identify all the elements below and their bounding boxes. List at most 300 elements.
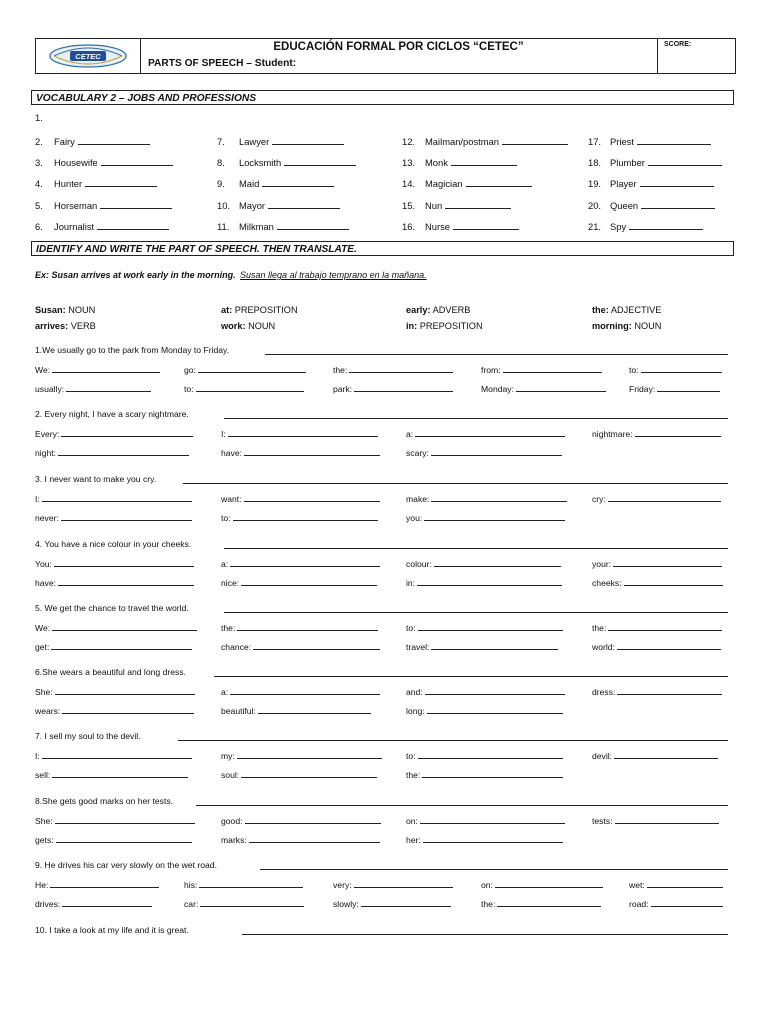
pos-word: morning: [592, 321, 632, 331]
field-blank[interactable] [651, 898, 723, 907]
field-label: have: [35, 578, 57, 588]
vocab-item [54, 221, 169, 232]
vocab-word: Hunter [54, 178, 83, 190]
pos-example [406, 321, 483, 331]
vocab-answer-blank[interactable] [502, 136, 568, 145]
field-blank[interactable] [431, 447, 562, 456]
field-blank[interactable] [245, 815, 381, 824]
vocab-item [239, 136, 344, 147]
answer-field [592, 686, 722, 697]
field-label: very: [333, 880, 352, 890]
answer-field [35, 641, 192, 652]
answer-field [35, 447, 189, 458]
field-blank[interactable] [431, 493, 567, 502]
answer-field [35, 364, 160, 375]
field-blank[interactable] [62, 898, 152, 907]
field-label: car: [184, 899, 199, 909]
vocab-answer-blank[interactable] [641, 200, 715, 209]
translation-blank[interactable] [183, 475, 728, 484]
logo-text: CETEC [75, 52, 101, 61]
vocab-number: 3. [35, 157, 43, 169]
field-label: the: [406, 770, 421, 780]
answer-field [35, 558, 194, 569]
answer-field [406, 750, 563, 761]
answer-field [221, 769, 377, 780]
answer-field [35, 383, 151, 394]
translation-blank[interactable] [196, 797, 728, 806]
field-blank[interactable] [196, 383, 304, 392]
field-label: I: [35, 494, 40, 504]
field-label: world: [592, 642, 615, 652]
answer-field [221, 815, 381, 826]
vocab-item [239, 221, 349, 232]
field-blank[interactable] [361, 898, 451, 907]
field-blank[interactable] [58, 447, 189, 456]
field-label: park: [333, 384, 353, 394]
pos-value: NOUN [631, 321, 662, 331]
field-label: night: [35, 448, 57, 458]
vocab-answer-blank[interactable] [100, 200, 172, 209]
field-label: the: [333, 365, 348, 375]
field-blank[interactable] [641, 364, 722, 373]
field-blank[interactable] [349, 364, 453, 373]
field-blank[interactable] [253, 641, 380, 650]
field-blank[interactable] [237, 750, 382, 759]
vocab-number: 6. [35, 220, 43, 232]
pos-example [221, 321, 275, 331]
field-label: have: [221, 448, 243, 458]
logo-cell [36, 39, 141, 73]
answer-field [481, 364, 602, 375]
answer-field [629, 383, 720, 394]
pos-example [35, 321, 96, 331]
exercise-sentence [35, 860, 217, 870]
vocab-answer-blank[interactable] [97, 221, 169, 230]
field-blank[interactable] [230, 558, 380, 567]
field-blank[interactable] [420, 815, 565, 824]
vocab-word: Horseman [54, 199, 98, 211]
answer-field [406, 493, 567, 504]
field-label: sell: [35, 770, 51, 780]
field-blank[interactable] [503, 364, 602, 373]
field-label: I: [35, 751, 40, 761]
field-blank[interactable] [434, 558, 561, 567]
field-label: tests: [592, 816, 613, 826]
pos-value: PREPOSITION [232, 305, 298, 315]
answer-field [35, 750, 192, 761]
vocab-answer-blank[interactable] [629, 221, 703, 230]
answer-field [184, 898, 304, 909]
field-blank[interactable] [354, 383, 453, 392]
field-blank[interactable] [249, 834, 380, 843]
exercise-sentence [35, 603, 189, 613]
header-table [35, 38, 736, 74]
field-label: and: [406, 687, 423, 697]
field-blank[interactable] [237, 622, 378, 631]
field-blank[interactable] [52, 622, 197, 631]
field-blank[interactable] [431, 641, 558, 650]
answer-field [333, 364, 453, 375]
answer-field [592, 750, 718, 761]
translation-blank[interactable] [214, 668, 728, 677]
field-label: gets: [35, 835, 54, 845]
vocab-word: Fairy [54, 136, 75, 147]
field-label: Every: [35, 429, 60, 439]
vocab-item [610, 200, 715, 211]
field-blank[interactable] [52, 769, 188, 778]
vocabulary-title: VOCABULARY 2 – JOBS AND PROFESSIONS [31, 90, 734, 105]
worksheet-subtitle: PARTS OF SPEECH – Student: [148, 58, 297, 69]
translation-blank[interactable] [242, 926, 728, 935]
answer-field [35, 879, 159, 890]
sentence-text: 7. I sell my soul to the devil. [35, 731, 141, 741]
vocab-answer-blank[interactable] [268, 200, 340, 209]
school-logo [40, 42, 136, 70]
field-label: her: [406, 835, 421, 845]
field-label: devil: [592, 751, 613, 761]
answer-field [221, 641, 380, 652]
answer-field [35, 705, 194, 716]
field-label: nice: [221, 578, 240, 588]
answer-field [221, 558, 380, 569]
field-blank[interactable] [615, 815, 719, 824]
vocab-number: 9. [217, 178, 225, 190]
field-blank[interactable] [52, 364, 160, 373]
vocab-number: 21. [588, 220, 602, 232]
vocab-answer-blank[interactable] [284, 157, 356, 166]
sentence-text: 10. I take a look at my life and it is great. [35, 925, 189, 935]
pos-value: VERB [68, 321, 96, 331]
field-blank[interactable] [495, 879, 603, 888]
vocab-number: 10. [217, 199, 231, 211]
vocab-word: Nurse [425, 220, 451, 232]
field-blank[interactable] [608, 493, 722, 502]
translation-blank[interactable] [265, 346, 729, 355]
pos-word: work: [221, 321, 246, 331]
vocab-number: 14. [402, 178, 416, 190]
field-label: soul: [221, 770, 240, 780]
field-label: in: [406, 578, 416, 588]
vocab-word: Maid [239, 178, 260, 190]
field-blank[interactable] [614, 750, 718, 759]
answer-field [221, 705, 371, 716]
field-blank[interactable] [613, 558, 722, 567]
field-label: cheeks: [592, 578, 622, 588]
field-blank[interactable] [418, 750, 563, 759]
field-label: scary: [406, 448, 429, 458]
pos-example [406, 305, 470, 315]
sentence-text: 3. I never want to make you cry. [35, 474, 157, 484]
vocab-number: 8. [217, 157, 225, 169]
field-blank[interactable] [647, 879, 724, 888]
field-blank[interactable] [233, 512, 378, 521]
sentence-text: 9. He drives his car very slowly on the wet road. [35, 860, 217, 870]
pos-example [592, 321, 661, 331]
field-blank[interactable] [418, 622, 563, 631]
answer-field [592, 493, 721, 504]
answer-field [629, 898, 723, 909]
field-label: to: [406, 623, 416, 633]
field-blank[interactable] [417, 577, 562, 586]
vocab-number: 2. [35, 136, 43, 147]
field-label: wears: [35, 706, 61, 716]
answer-field [481, 879, 603, 890]
field-blank[interactable] [55, 815, 196, 824]
answer-field [221, 622, 378, 633]
field-blank[interactable] [617, 641, 721, 650]
field-label: chance: [221, 642, 252, 652]
field-blank[interactable] [200, 898, 304, 907]
vocab-word: Mayor [239, 199, 266, 211]
field-label: dress: [592, 687, 616, 697]
field-blank[interactable] [51, 641, 192, 650]
vocab-number: 18. [588, 157, 602, 169]
score-cell[interactable] [657, 39, 735, 73]
field-blank[interactable] [244, 493, 380, 502]
translation-blank[interactable] [224, 604, 728, 613]
sentence-text: 5. We get the chance to travel the world. [35, 603, 189, 613]
pos-value: NOUN [245, 321, 276, 331]
vocab-answer-blank[interactable] [85, 178, 157, 187]
answer-field [629, 364, 722, 375]
field-blank[interactable] [422, 769, 563, 778]
answer-field [629, 879, 723, 890]
sentence-text: 8.She gets good marks on her tests. [35, 796, 174, 806]
answer-field [221, 686, 380, 697]
field-blank[interactable] [228, 428, 378, 437]
vocab-item [610, 178, 714, 189]
vocab-item [425, 136, 568, 147]
field-blank[interactable] [425, 686, 566, 695]
field-blank[interactable] [424, 512, 565, 521]
field-label: my: [221, 751, 235, 761]
answer-field [221, 493, 380, 504]
vocab-number: 4. [35, 178, 43, 190]
exercise-sentence [35, 667, 186, 677]
vocab-answer-blank[interactable] [637, 136, 711, 145]
field-label: She: [35, 687, 53, 697]
answer-field [221, 512, 378, 523]
pos-value: NOUN [65, 305, 96, 315]
pos-example [592, 305, 661, 315]
answer-field [184, 383, 304, 394]
field-label: the: [221, 623, 236, 633]
answer-field [592, 558, 722, 569]
field-label: We: [35, 623, 51, 633]
field-blank[interactable] [354, 879, 453, 888]
vocab-answer-blank[interactable] [640, 178, 714, 187]
field-label: Friday: [629, 384, 656, 394]
field-blank[interactable] [54, 558, 195, 567]
field-blank[interactable] [61, 428, 192, 437]
field-label: cry: [592, 494, 606, 504]
field-blank[interactable] [427, 705, 563, 714]
vocab-word: Priest [610, 136, 634, 147]
translation-blank[interactable] [224, 540, 728, 549]
exercise-sentence [35, 731, 141, 741]
vocab-item [425, 221, 519, 232]
field-label: You: [35, 559, 52, 569]
answer-field [221, 577, 377, 588]
answer-field [406, 641, 558, 652]
field-blank[interactable] [42, 493, 192, 502]
vocab-item [239, 157, 356, 168]
vocab-word: Plumber [610, 157, 645, 169]
field-blank[interactable] [50, 879, 158, 888]
field-label: nightmare: [592, 429, 633, 439]
field-blank[interactable] [516, 383, 606, 392]
field-blank[interactable] [66, 383, 151, 392]
pos-example [221, 305, 298, 315]
field-blank[interactable] [608, 622, 722, 631]
field-blank[interactable] [415, 428, 565, 437]
field-blank[interactable] [199, 879, 303, 888]
vocab-number: 20. [588, 199, 602, 211]
vocab-answer-blank[interactable] [262, 178, 334, 187]
field-blank[interactable] [42, 750, 192, 759]
answer-field [333, 383, 453, 394]
answer-field [592, 641, 721, 652]
vocab-number: 19. [588, 178, 602, 190]
field-label: to: [221, 513, 231, 523]
answer-field [592, 815, 719, 826]
answer-field [406, 815, 565, 826]
field-blank[interactable] [55, 686, 196, 695]
vocab-word: Monk [425, 157, 448, 169]
field-blank[interactable] [230, 686, 380, 695]
answer-field [592, 428, 721, 439]
vocab-number: 13. [402, 157, 416, 169]
field-blank[interactable] [241, 577, 377, 586]
field-blank[interactable] [244, 447, 380, 456]
vocab-word: Milkman [239, 220, 274, 232]
vocab-number: 11. [217, 220, 230, 232]
exercise-sentence [35, 345, 229, 355]
answer-field [592, 577, 723, 588]
answer-field [406, 577, 562, 588]
field-label: go: [184, 365, 196, 375]
field-blank[interactable] [423, 834, 564, 843]
score-label: SCORE: [664, 41, 692, 48]
field-label: want: [221, 494, 242, 504]
field-label: drives: [35, 899, 61, 909]
answer-field [406, 512, 565, 523]
field-blank[interactable] [657, 383, 720, 392]
field-blank[interactable] [61, 512, 192, 521]
example-translation: Susan llega al trabajo temprano en la mañana. [240, 270, 427, 280]
field-label: from: [481, 365, 501, 375]
vocab-answer-blank[interactable] [445, 200, 511, 209]
answer-field [406, 705, 563, 716]
vocab-word: Magician [425, 178, 463, 190]
translation-blank[interactable] [224, 410, 728, 419]
field-blank[interactable] [62, 705, 193, 714]
answer-field [592, 622, 722, 633]
field-label: make: [406, 494, 430, 504]
vocab-item [425, 200, 511, 211]
exercise-sentence [35, 796, 173, 806]
field-label: He: [35, 880, 49, 890]
field-blank[interactable] [56, 834, 192, 843]
vocab-word: Lawyer [239, 136, 270, 147]
pos-word: in: [406, 321, 418, 331]
field-label: colour: [406, 559, 432, 569]
vocab-answer-blank[interactable] [648, 157, 722, 166]
field-label: his: [184, 880, 198, 890]
vocab-answer-blank[interactable] [466, 178, 532, 187]
answer-field [406, 686, 565, 697]
field-label: a: [406, 429, 414, 439]
answer-field [221, 447, 380, 458]
example-sentence: Ex: Susan arrives at work early in the morning. [35, 270, 236, 280]
field-label: wet: [629, 880, 645, 890]
pos-example [35, 305, 95, 315]
vocab-answer-blank[interactable] [453, 221, 519, 230]
field-blank[interactable] [198, 364, 306, 373]
field-blank[interactable] [624, 577, 724, 586]
answer-field [35, 898, 152, 909]
answer-field [406, 558, 561, 569]
translation-blank[interactable] [178, 732, 728, 741]
field-label: never: [35, 513, 59, 523]
vocab-answer-blank[interactable] [272, 136, 344, 145]
vocab-item [610, 136, 711, 147]
vocab-number: 15. [402, 199, 416, 211]
answer-field [221, 834, 380, 845]
field-blank[interactable] [497, 898, 601, 907]
field-label: the: [481, 899, 496, 909]
answer-field [35, 834, 192, 845]
pos-word: the: [592, 305, 609, 315]
field-label: on: [481, 880, 493, 890]
sentence-text: 2. Every night, I have a scary nightmare. [35, 409, 189, 419]
answer-field [333, 879, 453, 890]
answer-field [35, 577, 194, 588]
field-blank[interactable] [58, 577, 194, 586]
field-label: She: [35, 816, 53, 826]
vocab-item [425, 157, 517, 168]
field-blank[interactable] [617, 686, 721, 695]
pos-value: PREPOSITION [417, 321, 483, 331]
field-label: good: [221, 816, 243, 826]
field-blank[interactable] [258, 705, 371, 714]
pos-word: at: [221, 305, 233, 315]
field-blank[interactable] [635, 428, 721, 437]
vocab-word: Nun [425, 199, 443, 211]
answer-field [35, 493, 192, 504]
vocab-answer-blank[interactable] [101, 157, 173, 166]
identify-title: IDENTIFY AND WRITE THE PART OF SPEECH. THEN TRANSLATE. [31, 241, 734, 256]
answer-field [184, 879, 303, 890]
vocab-word: Journalist [54, 220, 95, 232]
answer-field [35, 622, 197, 633]
answer-field [221, 750, 382, 761]
vocab-answer-blank[interactable] [78, 136, 150, 145]
school-title: EDUCACIÓN FORMAL POR CICLOS “CETEC” [273, 41, 524, 53]
vocab-answer-blank[interactable] [451, 157, 517, 166]
field-label: travel: [406, 642, 430, 652]
vocab-answer-blank[interactable] [277, 221, 349, 230]
field-blank[interactable] [241, 769, 377, 778]
answer-field [406, 834, 563, 845]
field-label: I: [221, 429, 226, 439]
field-label: on: [406, 816, 418, 826]
answer-field [406, 428, 565, 439]
translation-blank[interactable] [260, 861, 728, 870]
vocab-first-number: 1. [35, 112, 43, 123]
vocab-word: Mailman/postman [425, 136, 499, 147]
vocab-item [239, 200, 340, 211]
